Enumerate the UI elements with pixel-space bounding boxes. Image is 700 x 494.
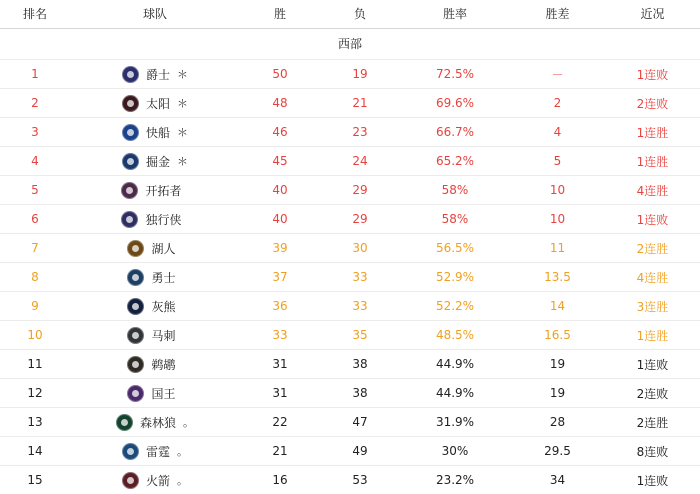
team-logo-icon [116,414,133,431]
cell-recent-form: 1连胜 [605,321,700,350]
team-name: 火箭 [146,472,170,489]
cell-games-behind: 4 [510,118,605,147]
cell-recent-form: 1连胜 [605,118,700,147]
cell-rank: 2 [0,89,70,118]
cell-losses: 47 [320,408,400,437]
cell-rank: 11 [0,350,70,379]
cell-games-behind: 2 [510,89,605,118]
team-name: 森林狼 [140,414,176,431]
cell-rank: 9 [0,292,70,321]
cell-wins: 46 [240,118,320,147]
cell-wins: 50 [240,60,320,89]
conference-section-row [0,29,700,60]
cell-recent-form: 4连胜 [605,263,700,292]
team-marker: ＊ [177,66,188,82]
cell-rank: 14 [0,437,70,466]
team-logo-icon [122,124,139,141]
cell-win-pct: 48.5% [400,321,510,350]
cell-recent-form: 1连败 [605,205,700,234]
team-logo-icon [127,240,144,257]
cell-rank: 6 [0,205,70,234]
cell-team[interactable] [70,234,240,263]
cell-rank: 15 [0,466,70,494]
team-name: 开拓者 [145,182,181,199]
team-name: 快船 [146,124,170,141]
cell-games-behind: 11 [510,234,605,263]
cell-losses: 24 [320,147,400,176]
table-row[interactable] [0,234,700,263]
cell-rank: 3 [0,118,70,147]
column-header-team: 球队 [70,0,240,29]
cell-games-behind: 29.5 [510,437,605,466]
team-marker: ＊ [177,153,188,169]
cell-rank: 7 [0,234,70,263]
cell-rank: 1 [0,60,70,89]
table-body [0,29,700,494]
cell-win-pct: 72.5% [400,60,510,89]
cell-wins: 40 [240,176,320,205]
table-row[interactable] [0,466,700,494]
cell-recent-form: 1连败 [605,466,700,494]
cell-team[interactable] [70,263,240,292]
team-name: 太阳 [146,95,170,112]
table-row[interactable] [0,205,700,234]
cell-wins: 36 [240,292,320,321]
column-header-losses: 负 [320,0,400,29]
cell-losses: 29 [320,176,400,205]
table-row[interactable] [0,292,700,321]
cell-wins: 22 [240,408,320,437]
cell-wins: 40 [240,205,320,234]
cell-recent-form: 2连败 [605,89,700,118]
cell-wins: 45 [240,147,320,176]
cell-recent-form: 4连胜 [605,176,700,205]
team-logo-icon [127,298,144,315]
cell-team[interactable] [70,176,240,205]
cell-rank: 12 [0,379,70,408]
column-header-win-pct: 胜率 [400,0,510,29]
team-name: 国王 [151,385,175,402]
team-name: 马刺 [151,327,175,344]
cell-games-behind: － [510,60,605,89]
cell-losses: 19 [320,60,400,89]
cell-wins: 48 [240,89,320,118]
cell-win-pct: 23.2% [400,466,510,494]
team-name: 独行侠 [145,211,181,228]
team-logo-icon [122,443,139,460]
cell-games-behind: 16.5 [510,321,605,350]
cell-losses: 33 [320,292,400,321]
team-logo-icon [127,327,144,344]
cell-team[interactable] [70,147,240,176]
table-row[interactable] [0,263,700,292]
cell-losses: 49 [320,437,400,466]
cell-team[interactable] [70,408,240,437]
column-header-recent-form: 近况 [605,0,700,29]
table-row[interactable] [0,118,700,147]
cell-recent-form: 2连败 [605,379,700,408]
header-row [0,0,700,29]
cell-team[interactable] [70,437,240,466]
cell-win-pct: 31.9% [400,408,510,437]
cell-games-behind: 19 [510,379,605,408]
column-header-rank: 排名 [0,0,70,29]
cell-games-behind: 19 [510,350,605,379]
team-name: 爵士 [146,66,170,83]
cell-wins: 31 [240,350,320,379]
team-logo-icon [127,356,144,373]
team-name: 勇士 [151,269,175,286]
column-header-wins: 胜 [240,0,320,29]
team-logo-icon [127,385,144,402]
team-marker: ＊ [177,95,188,111]
cell-losses: 53 [320,466,400,494]
table-row[interactable] [0,379,700,408]
cell-team[interactable] [70,118,240,147]
cell-win-pct: 65.2% [400,147,510,176]
cell-games-behind: 10 [510,205,605,234]
column-header-games-behind: 胜差 [510,0,605,29]
cell-recent-form: 2连胜 [605,408,700,437]
cell-games-behind: 28 [510,408,605,437]
cell-wins: 33 [240,321,320,350]
cell-team[interactable] [70,205,240,234]
team-name: 掘金 [146,153,170,170]
cell-losses: 21 [320,89,400,118]
team-logo-icon [122,472,139,489]
cell-wins: 39 [240,234,320,263]
team-marker: ＊ [177,124,188,140]
cell-losses: 30 [320,234,400,263]
cell-rank: 10 [0,321,70,350]
cell-losses: 35 [320,321,400,350]
table-row[interactable] [0,321,700,350]
cell-losses: 38 [320,350,400,379]
cell-team[interactable] [70,379,240,408]
cell-win-pct: 58% [400,176,510,205]
team-marker: 。 [177,443,188,459]
cell-win-pct: 30% [400,437,510,466]
team-name: 雷霆 [146,443,170,460]
team-logo-icon [122,66,139,83]
cell-games-behind: 5 [510,147,605,176]
cell-team[interactable] [70,321,240,350]
cell-win-pct: 44.9% [400,350,510,379]
cell-team[interactable] [70,466,240,494]
table-header [0,0,700,29]
table-row[interactable] [0,60,700,89]
cell-losses: 33 [320,263,400,292]
team-marker: 。 [177,472,188,488]
cell-losses: 23 [320,118,400,147]
cell-win-pct: 52.9% [400,263,510,292]
cell-rank: 8 [0,263,70,292]
cell-rank: 4 [0,147,70,176]
cell-games-behind: 34 [510,466,605,494]
table-row[interactable] [0,437,700,466]
table-row[interactable] [0,408,700,437]
cell-win-pct: 66.7% [400,118,510,147]
cell-win-pct: 69.6% [400,89,510,118]
team-logo-icon [121,182,138,199]
cell-win-pct: 44.9% [400,379,510,408]
cell-win-pct: 56.5% [400,234,510,263]
cell-team[interactable] [70,60,240,89]
table-row[interactable] [0,89,700,118]
cell-recent-form: 3连胜 [605,292,700,321]
cell-recent-form: 8连败 [605,437,700,466]
cell-losses: 38 [320,379,400,408]
cell-win-pct: 58% [400,205,510,234]
cell-recent-form: 1连胜 [605,147,700,176]
team-name: 鹈鹕 [151,356,175,373]
cell-games-behind: 13.5 [510,263,605,292]
cell-win-pct: 52.2% [400,292,510,321]
team-logo-icon [122,95,139,112]
table-row[interactable] [0,350,700,379]
cell-recent-form: 2连胜 [605,234,700,263]
cell-team[interactable] [70,350,240,379]
team-logo-icon [121,211,138,228]
team-name: 灰熊 [151,298,175,315]
cell-rank: 13 [0,408,70,437]
cell-wins: 37 [240,263,320,292]
table-row[interactable] [0,176,700,205]
cell-team[interactable] [70,292,240,321]
team-marker: 。 [183,414,194,430]
cell-games-behind: 14 [510,292,605,321]
cell-rank: 5 [0,176,70,205]
cell-losses: 29 [320,205,400,234]
team-logo-icon [122,153,139,170]
team-logo-icon [127,269,144,286]
table-row[interactable] [0,147,700,176]
cell-team[interactable] [70,89,240,118]
cell-games-behind: 10 [510,176,605,205]
team-name: 湖人 [151,240,175,257]
cell-wins: 21 [240,437,320,466]
cell-recent-form: 1连败 [605,60,700,89]
cell-wins: 16 [240,466,320,494]
cell-wins: 31 [240,379,320,408]
cell-recent-form: 1连败 [605,350,700,379]
conference-label: 西部 [0,29,700,60]
